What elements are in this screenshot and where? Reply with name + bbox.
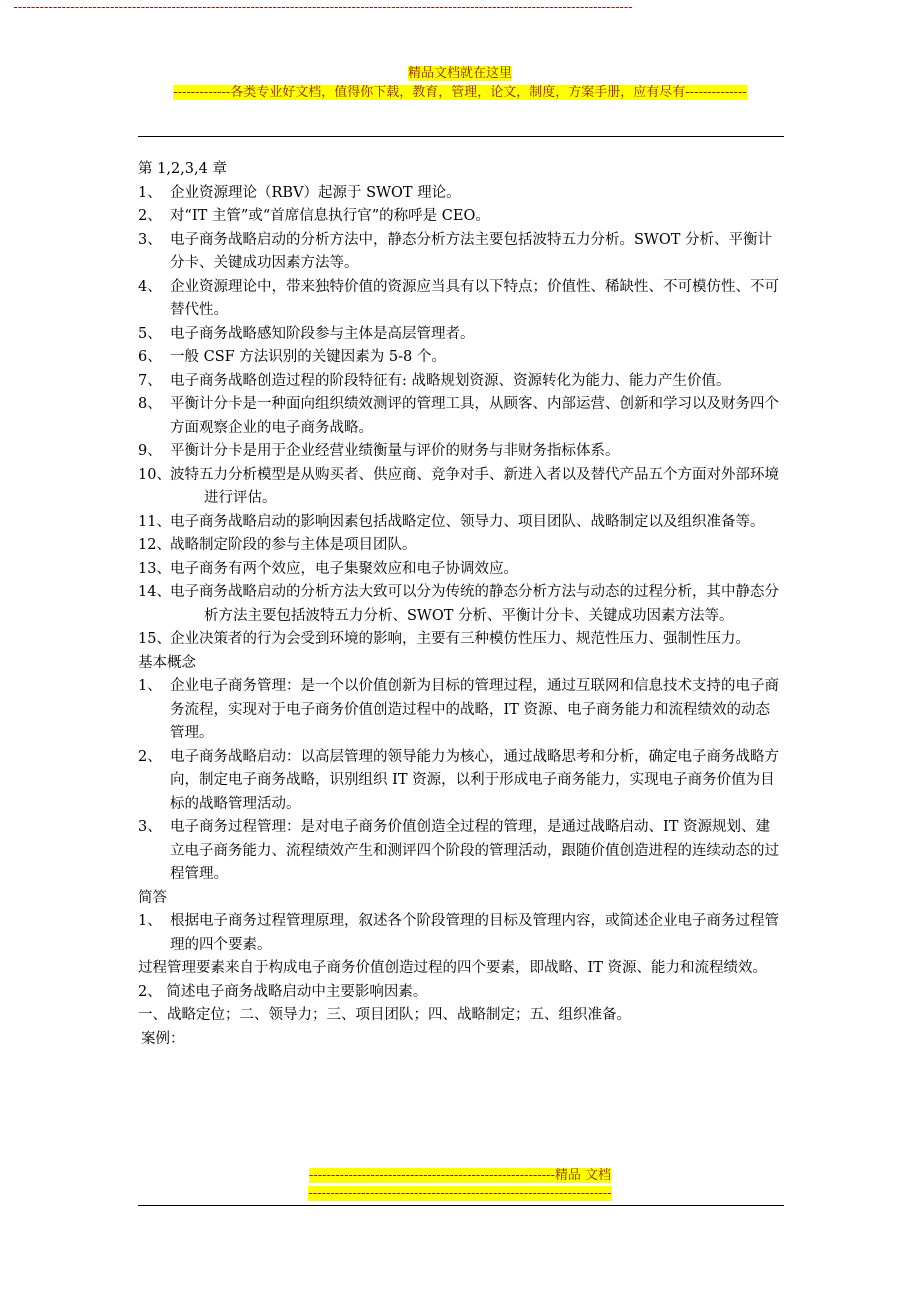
- chapter-item: [138, 511, 784, 535]
- item-number: 15、: [138, 631, 171, 647]
- item-number: 2、: [138, 208, 162, 224]
- header-title: 精品文档就在这里: [407, 66, 512, 81]
- concept-item: [138, 746, 784, 817]
- item-text: 电子商务有两个效应，电子集聚效应和电子协调效应。: [170, 560, 518, 577]
- item-text: 电子商务过程管理：是对电子商务价值创造全过程的管理，是通过战略启动、IT 资源规划、建立电子商务能力、流程绩效产生和测评四个阶段的管理活动，跟随价值创造进程的连续动态的过程管理。: [170, 819, 779, 882]
- item-number: 2、: [138, 748, 162, 765]
- short-answer-1: 过程管理要素来自于构成电子商务价值创造过程的四个要素，即战略、IT 资源、能力和流程绩效。: [138, 960, 768, 976]
- item-text: 波特五力分析模型是从购买者、供应商、竞争对手、新进入者以及替代产品五个方面对外部环境进行评估。: [170, 466, 779, 506]
- short-question-2: 2、 简述电子商务战略启动中主要影响因素。: [138, 983, 428, 1000]
- concept-item: [138, 675, 784, 746]
- item-text: 企业资源理论（RBV）起源于 SWOT 理论。: [170, 184, 461, 201]
- item-text: 电子商务战略启动的分析方法大致可以分为传统的静态分析方法与动态的过程分析，其中静态分析方法主要包括波特五力分析、SWOT 分析、平衡计分卡、关键成功因素方法等。: [170, 584, 779, 624]
- item-text: 一般 CSF 方法识别的关键因素为 5-8 个。: [170, 349, 446, 365]
- chapter-item: [138, 346, 784, 370]
- item-number: 1、: [138, 678, 162, 694]
- item-number: 3、: [138, 819, 162, 835]
- chapter-item: [138, 370, 784, 394]
- item-text: 对“IT 主管”或“首席信息执行官”的称呼是 CEO。: [170, 208, 490, 224]
- chapter-item: [138, 558, 784, 582]
- chapter-item: [138, 581, 784, 628]
- chapter-item: [138, 323, 784, 347]
- item-text: 电子商务战略启动：以高层管理的领导能力为核心，通过战略思考和分析，确定电子商务战略方向，制定电子商务战略，识别组织 IT 资源，以利于形成电子商务能力，实现电子商务价值为目标的战略管理活动。: [170, 748, 779, 812]
- chapter-item: [138, 393, 784, 440]
- short-answer-2: 一、战略定位；二、领导力；三、项目团队；四、战略制定；五、组织准备。: [138, 1007, 631, 1023]
- item-number: 3、: [138, 231, 162, 248]
- concept-list: [138, 675, 784, 887]
- item-number: 8、: [138, 396, 162, 412]
- item-number: 11、: [138, 513, 171, 530]
- item-text: 平衡计分卡是用于企业经营业绩衡量与评价的财务与非财务指标体系。: [170, 443, 620, 459]
- case-label: 案例：: [141, 1030, 185, 1047]
- chapter-item: [138, 205, 784, 229]
- item-text: 战略制定阶段的参与主体是项目团队。: [170, 537, 417, 553]
- item-number: 4、: [138, 278, 162, 295]
- chapter-list: [138, 182, 784, 652]
- concept-item: [138, 816, 784, 887]
- chapter-item: [138, 464, 784, 511]
- document-body: [138, 158, 784, 1051]
- header-dashes: ---------------------------------------------------------------------------------------------------------------------------------------------: [13, 0, 633, 15]
- chapter-item: [138, 628, 784, 652]
- item-text: 电子商务战略创造过程的阶段特征有: 战略规划资源、资源转化为能力、能力产生价值。: [170, 372, 731, 389]
- item-number: 6、: [138, 349, 162, 365]
- footer-line-2: ---------------------------------------------------------------------: [308, 1186, 612, 1201]
- chapter-heading: 第 1,2,3,4 章: [138, 161, 227, 177]
- item-number: 12、: [138, 537, 171, 553]
- item-number: 5、: [138, 325, 162, 342]
- item-text: 企业决策者的行为会受到环境的影响，主要有三种模仿性压力、规范性压力、强制性压力。: [170, 631, 750, 647]
- chapter-item: [138, 440, 784, 464]
- item-number: 9、: [138, 443, 162, 459]
- header-rule: [138, 136, 784, 137]
- footer-line-1: --------------------------------------------------------精品 文档: [308, 1168, 612, 1183]
- footer-rule: [138, 1205, 784, 1206]
- chapter-item: [138, 182, 784, 206]
- item-number: 14、: [138, 584, 171, 600]
- chapter-item: [138, 229, 784, 276]
- chapter-item: [138, 276, 784, 323]
- item-number: 10、: [138, 466, 171, 483]
- item-number: 13、: [138, 560, 171, 577]
- item-number: 7、: [138, 372, 162, 389]
- item-text: 电子商务战略启动的影响因素包括战略定位、领导力、项目团队、战略制定以及组织准备等。: [170, 513, 765, 530]
- chapter-item: [138, 534, 784, 558]
- concepts-heading: 基本概念: [138, 654, 196, 671]
- header-tagline: -------------各类专业好文档，值得你下载，教育，管理，论文，制度，方案手册，应有尽有--------------: [173, 85, 747, 100]
- short-question-1: 1、 根据电子商务过程管理原理，叙述各个阶段管理的目标及管理内容，或简述企业电子商务过程管理的四个要素。: [138, 913, 779, 953]
- item-text: 电子商务战略启动的分析方法中，静态分析方法主要包括波特五力分析。SWOT 分析、平衡计分卡、关键成功因素方法等。: [170, 231, 773, 271]
- short-answer-heading: 简答: [138, 889, 167, 906]
- item-text: 企业资源理论中，带来独特价值的资源应当具有以下特点；价值性、稀缺性、不可模仿性、不可替代性。: [170, 278, 779, 318]
- item-number: 1、: [138, 184, 162, 201]
- item-text: 平衡计分卡是一种面向组织绩效测评的管理工具，从顾客、内部运营、创新和学习以及财务四个方面观察企业的电子商务战略。: [170, 396, 779, 436]
- item-text: 电子商务战略感知阶段参与主体是高层管理者。: [170, 325, 475, 342]
- item-text: 企业电子商务管理：是一个以价值创新为目标的管理过程，通过互联网和信息技术支持的电子商务流程，实现对于电子商务价值创造过程中的战略，IT 资源、电子商务能力和流程绩效的动态管理。: [170, 678, 779, 741]
